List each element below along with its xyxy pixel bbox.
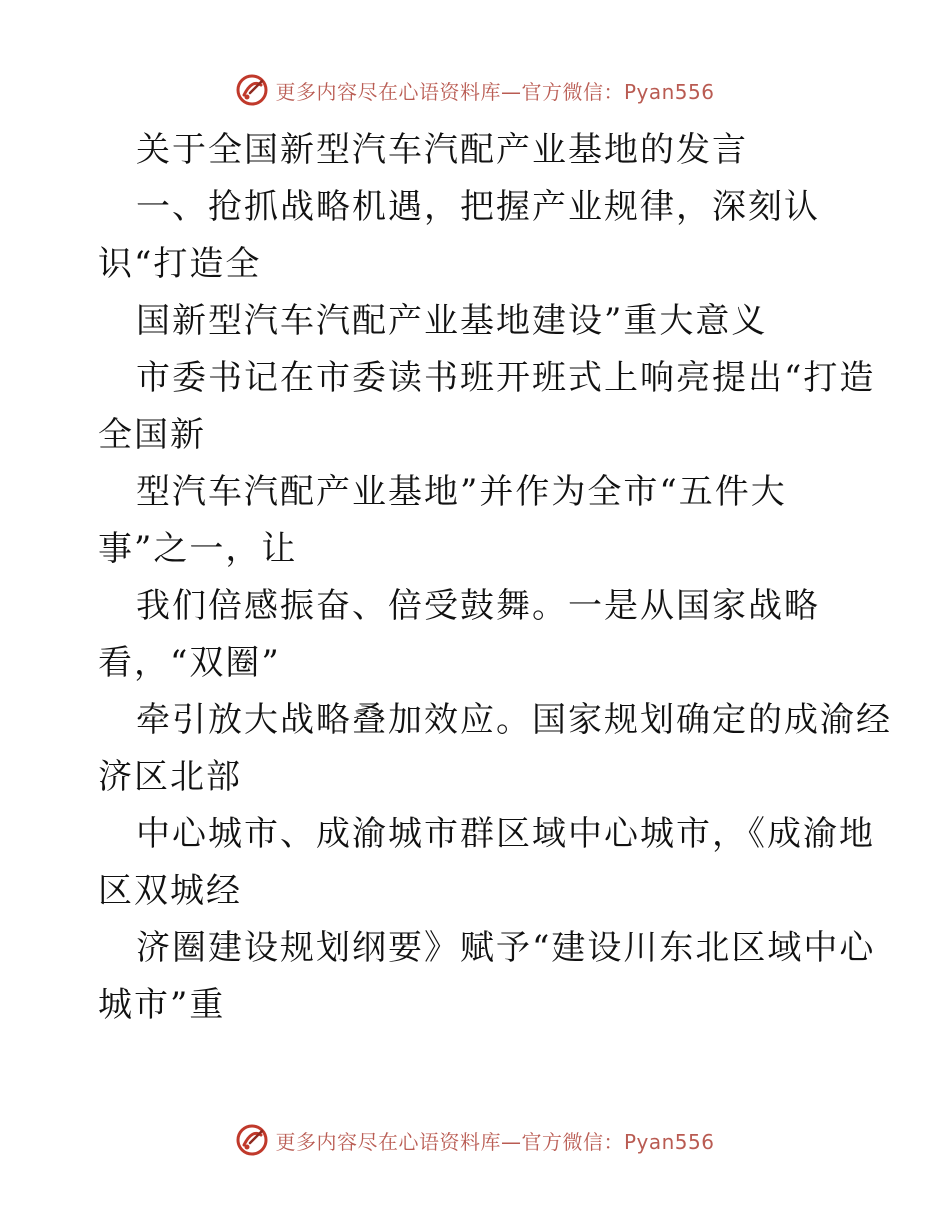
paragraph-line: 中心城市、成渝城市群区域中心城市，《成渝地 xyxy=(136,814,875,854)
paragraph-line: 看，“双圈” xyxy=(98,643,281,683)
paragraph-line: 我们倍感振奋、倍受鼓舞。一是从国家战略 xyxy=(136,586,820,626)
paragraph-line: 事”之一，让 xyxy=(98,529,298,569)
paragraph-line: 识“打造全 xyxy=(98,244,262,284)
document-body xyxy=(98,122,892,1034)
paragraph-line: 市委书记在市委读书班开班式上响亮提出“打造 xyxy=(136,358,876,398)
document-title: 关于全国新型汽车汽配产业基地的发言 xyxy=(136,130,748,170)
paragraph-line: 城市”重 xyxy=(98,985,226,1025)
paragraph-line: 型汽车汽配产业基地”并作为全市“五件大 xyxy=(136,472,787,512)
paragraph-line: 全国新 xyxy=(98,415,206,455)
header-banner xyxy=(0,70,950,110)
seal-logo-icon xyxy=(235,73,269,107)
paragraph-line: 国新型汽车汽配产业基地建设”重大意义 xyxy=(136,301,768,341)
paragraph-line: 济区北部 xyxy=(98,757,242,797)
paragraph-line: 区双城经 xyxy=(98,871,242,911)
paragraph-line: 济圈建设规划纲要》赋予“建设川东北区域中心 xyxy=(136,928,876,968)
paragraph-line: 一、抢抓战略机遇，把握产业规律，深刻认 xyxy=(136,187,820,227)
paragraph-line: 牵引放大战略叠加效应。国家规划确定的成渝经 xyxy=(136,700,892,740)
footer-banner-text: 更多内容尽在心语资料库—官方微信：Pyan556 xyxy=(275,1129,715,1154)
seal-logo-icon xyxy=(235,1123,269,1157)
footer-banner xyxy=(0,1120,950,1160)
header-banner-text: 更多内容尽在心语资料库—官方微信：Pyan556 xyxy=(275,79,715,104)
